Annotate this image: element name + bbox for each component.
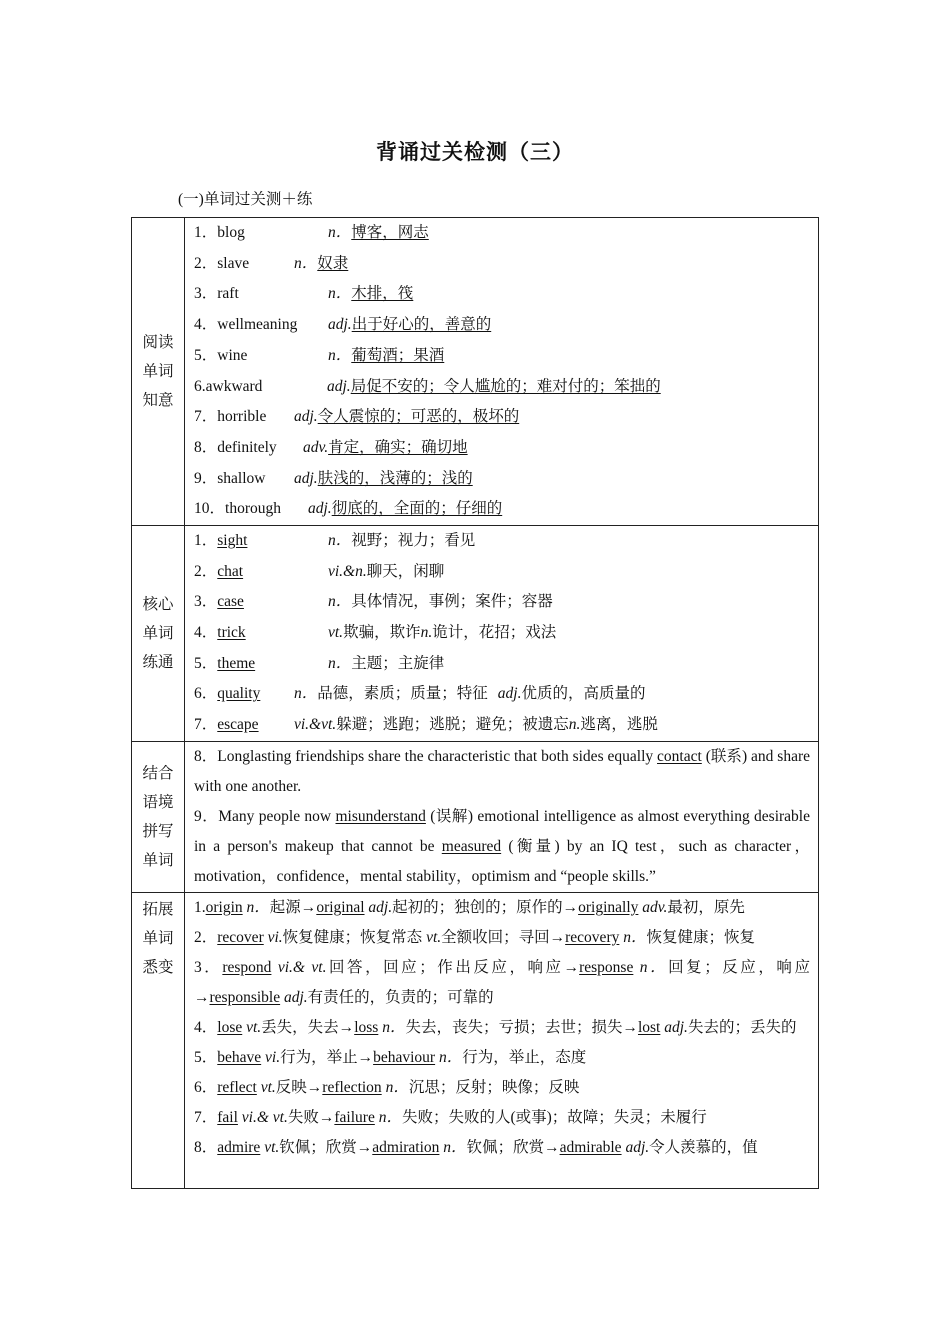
list-item: 6.awkward adj.局促不安的；令人尴尬的；难对付的；笨拙的	[194, 377, 661, 395]
section-expand	[132, 892, 819, 1188]
list-item: 10．thorough adj.彻底的，全面的；仔细的	[194, 500, 503, 518]
context-sentences	[185, 741, 819, 892]
list-item: 3．case n．具体情况，事例；案件；容器	[194, 593, 553, 611]
list-item: 4．lose vt.丢失，失去→loss n．失去，丧失；亏损；去世；损失→lost adj.失去的；丢失的	[194, 1018, 797, 1036]
sentence-9: 9．Many people now misunderstand (误解) emotional intelligence as almost everything desirable in a person's makeup that cannot be measured (衡量) by an IQ test，such as character，motivation，confidence，mental stability，optimism and “people skills.”	[194, 807, 810, 885]
list-item: 2．recover vi.恢复健康；恢复常态 vt.全额收回；寻回→recovery n．恢复健康；恢复	[194, 928, 756, 946]
section-context	[132, 741, 819, 892]
section-label-reading: 阅读 单词 知意	[132, 218, 185, 526]
section-label-context: 结合 语境 拼写 单词	[132, 741, 185, 892]
section-core	[132, 526, 819, 742]
list-item: 5．wine n．葡萄酒；果酒	[194, 346, 445, 364]
vocab-table	[131, 217, 819, 1189]
list-item: 1．blog n．博客，网志	[194, 224, 429, 242]
list-item: 3．raft n．木排，筏	[194, 285, 414, 303]
page-title: 背诵过关检测（三）	[376, 140, 574, 164]
section-label-core: 核心 单词 练通	[132, 526, 185, 742]
list-item: 6．reflect vt.反映→reflection n．沉思；反射；映像；反映	[194, 1078, 580, 1096]
expand-list	[185, 892, 819, 1188]
list-item: 8．definitely adv.肯定，确实；确切地	[194, 438, 468, 456]
list-item: 1.origin n．起源→original adj.起初的；独创的；原作的→originally adv.最初，原先	[194, 898, 745, 916]
list-item: 1．sight n．视野；视力；看见	[194, 532, 476, 549]
section-reading	[132, 218, 819, 526]
list-item: 4．wellmeaning adj.出于好心的，善意的	[194, 316, 492, 334]
section-label-expand: 拓展 单词 悉变	[132, 892, 185, 1188]
list-item: 7．fail vi.& vt.失败→failure n．失败；失败的人(或事)；故障；失灵；未履行	[194, 1108, 707, 1126]
list-item: 3．respond vi.& vt.回答，回应；作出反应，响应→response n．回复；反应，响应→responsible adj.有责任的，负责的；可靠的	[194, 958, 810, 1006]
list-item: 7．escape vi.&vt.躲避；逃跑；逃脱；避免；被遗忘n.逃离，逃脱	[194, 716, 658, 734]
list-item: 5．behave vi.行为，举止→behaviour n．行为，举止，态度	[194, 1048, 587, 1066]
list-item: 2．slave n．奴隶	[194, 254, 349, 272]
core-list	[185, 526, 819, 742]
list-item: 7．horrible adj.令人震惊的；可恶的，极坏的	[194, 408, 520, 426]
list-item: 4．trick vt.欺骗，欺诈n.诡计，花招；戏法	[194, 624, 557, 642]
reading-list	[185, 218, 819, 526]
list-item: 2．chat vi.&n.聊天，闲聊	[194, 562, 445, 580]
section-subtitle: (一)单词过关测＋练	[178, 191, 313, 208]
list-item: 9．shallow adj.肤浅的，浅薄的；浅的	[194, 469, 473, 487]
sentence-8: 8．Longlasting friendships share the characteristic that both sides equally contact (联系) and share with one another.	[194, 747, 810, 795]
list-item: 8．admire vt.钦佩；欣赏→admiration n．钦佩；欣赏→admirable adj.令人羡慕的，值	[194, 1138, 758, 1156]
list-item: 6．quality n．品德，素质；质量；特征 adj.优质的，高质量的	[194, 685, 646, 703]
list-item: 5．theme n．主题；主旋律	[194, 654, 445, 672]
